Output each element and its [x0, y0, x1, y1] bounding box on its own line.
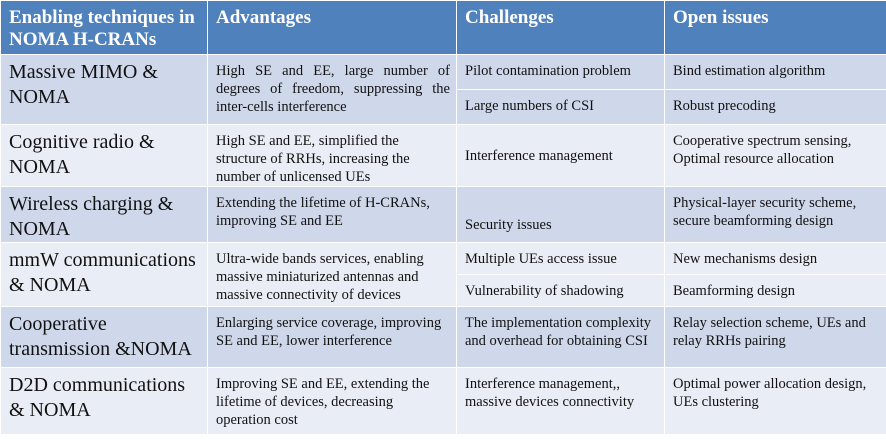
- table-row: [1, 243, 886, 275]
- challenge-cell: Large numbers of CSI: [457, 90, 665, 125]
- open-issue-cell: Beamforming design: [665, 275, 886, 307]
- open-issue-cell: Bind estimation algorithm: [665, 55, 886, 90]
- advantages-cell: Enlarging service coverage, improving SE and EE, lower interference: [208, 307, 457, 368]
- challenge-cell: Security issues: [457, 187, 665, 243]
- header-row: [1, 1, 886, 55]
- challenge-cell: Interference management: [457, 125, 665, 187]
- advantages-cell: Extending the lifetime of H-CRANs, improving SE and EE: [208, 187, 457, 243]
- header-open-issues: Open issues: [665, 1, 886, 55]
- advantages-cell: High SE and EE, large number of degrees of freedom, suppressing the inter-cells interference: [208, 55, 457, 125]
- challenge-cell: The implementation complexity and overhead for obtaining CSI: [457, 307, 665, 368]
- technique-cell: Cooperative transmission &NOMA: [1, 307, 208, 368]
- advantages-cell: Ultra-wide bands services, enabling massive miniaturized antennas and massive connectivity of devices: [208, 243, 457, 307]
- technique-cell: Cognitive radio & NOMA: [1, 125, 208, 187]
- technique-cell: Wireless charging & NOMA: [1, 187, 208, 243]
- table-row: [1, 368, 886, 435]
- technique-cell: Massive MIMO & NOMA: [1, 55, 208, 125]
- table-row: [1, 307, 886, 368]
- open-issue-cell: Optimal power allocation design, UEs clustering: [665, 368, 886, 435]
- header-advantages: Advantages: [208, 1, 457, 55]
- open-issue-cell: New mechanisms design: [665, 243, 886, 275]
- table-row: [1, 187, 886, 243]
- header-techniques: Enabling techniques in NOMA H-CRANs: [1, 1, 208, 55]
- open-issue-cell: Relay selection scheme, UEs and relay RRHs pairing: [665, 307, 886, 368]
- advantages-cell: High SE and EE, simplified the structure of RRHs, increasing the number of unlicensed UEs: [208, 125, 457, 187]
- open-issue-cell: Cooperative spectrum sensing, Optimal resource allocation: [665, 125, 886, 187]
- open-issue-cell: Robust precoding: [665, 90, 886, 125]
- challenge-cell: Pilot contamination problem: [457, 55, 665, 90]
- technique-cell: mmW communications & NOMA: [1, 243, 208, 307]
- challenge-cell: Vulnerability of shadowing: [457, 275, 665, 307]
- advantages-cell: Improving SE and EE, extending the lifetime of devices, decreasing operation cost: [208, 368, 457, 435]
- open-issue-cell: Physical-layer security scheme, secure beamforming design: [665, 187, 886, 243]
- table-row: [1, 55, 886, 90]
- challenge-cell: Interference management,, massive devices connectivity: [457, 368, 665, 435]
- challenge-cell: Multiple UEs access issue: [457, 243, 665, 275]
- table-row: [1, 125, 886, 187]
- technique-cell: D2D communications & NOMA: [1, 368, 208, 435]
- header-challenges: Challenges: [457, 1, 665, 55]
